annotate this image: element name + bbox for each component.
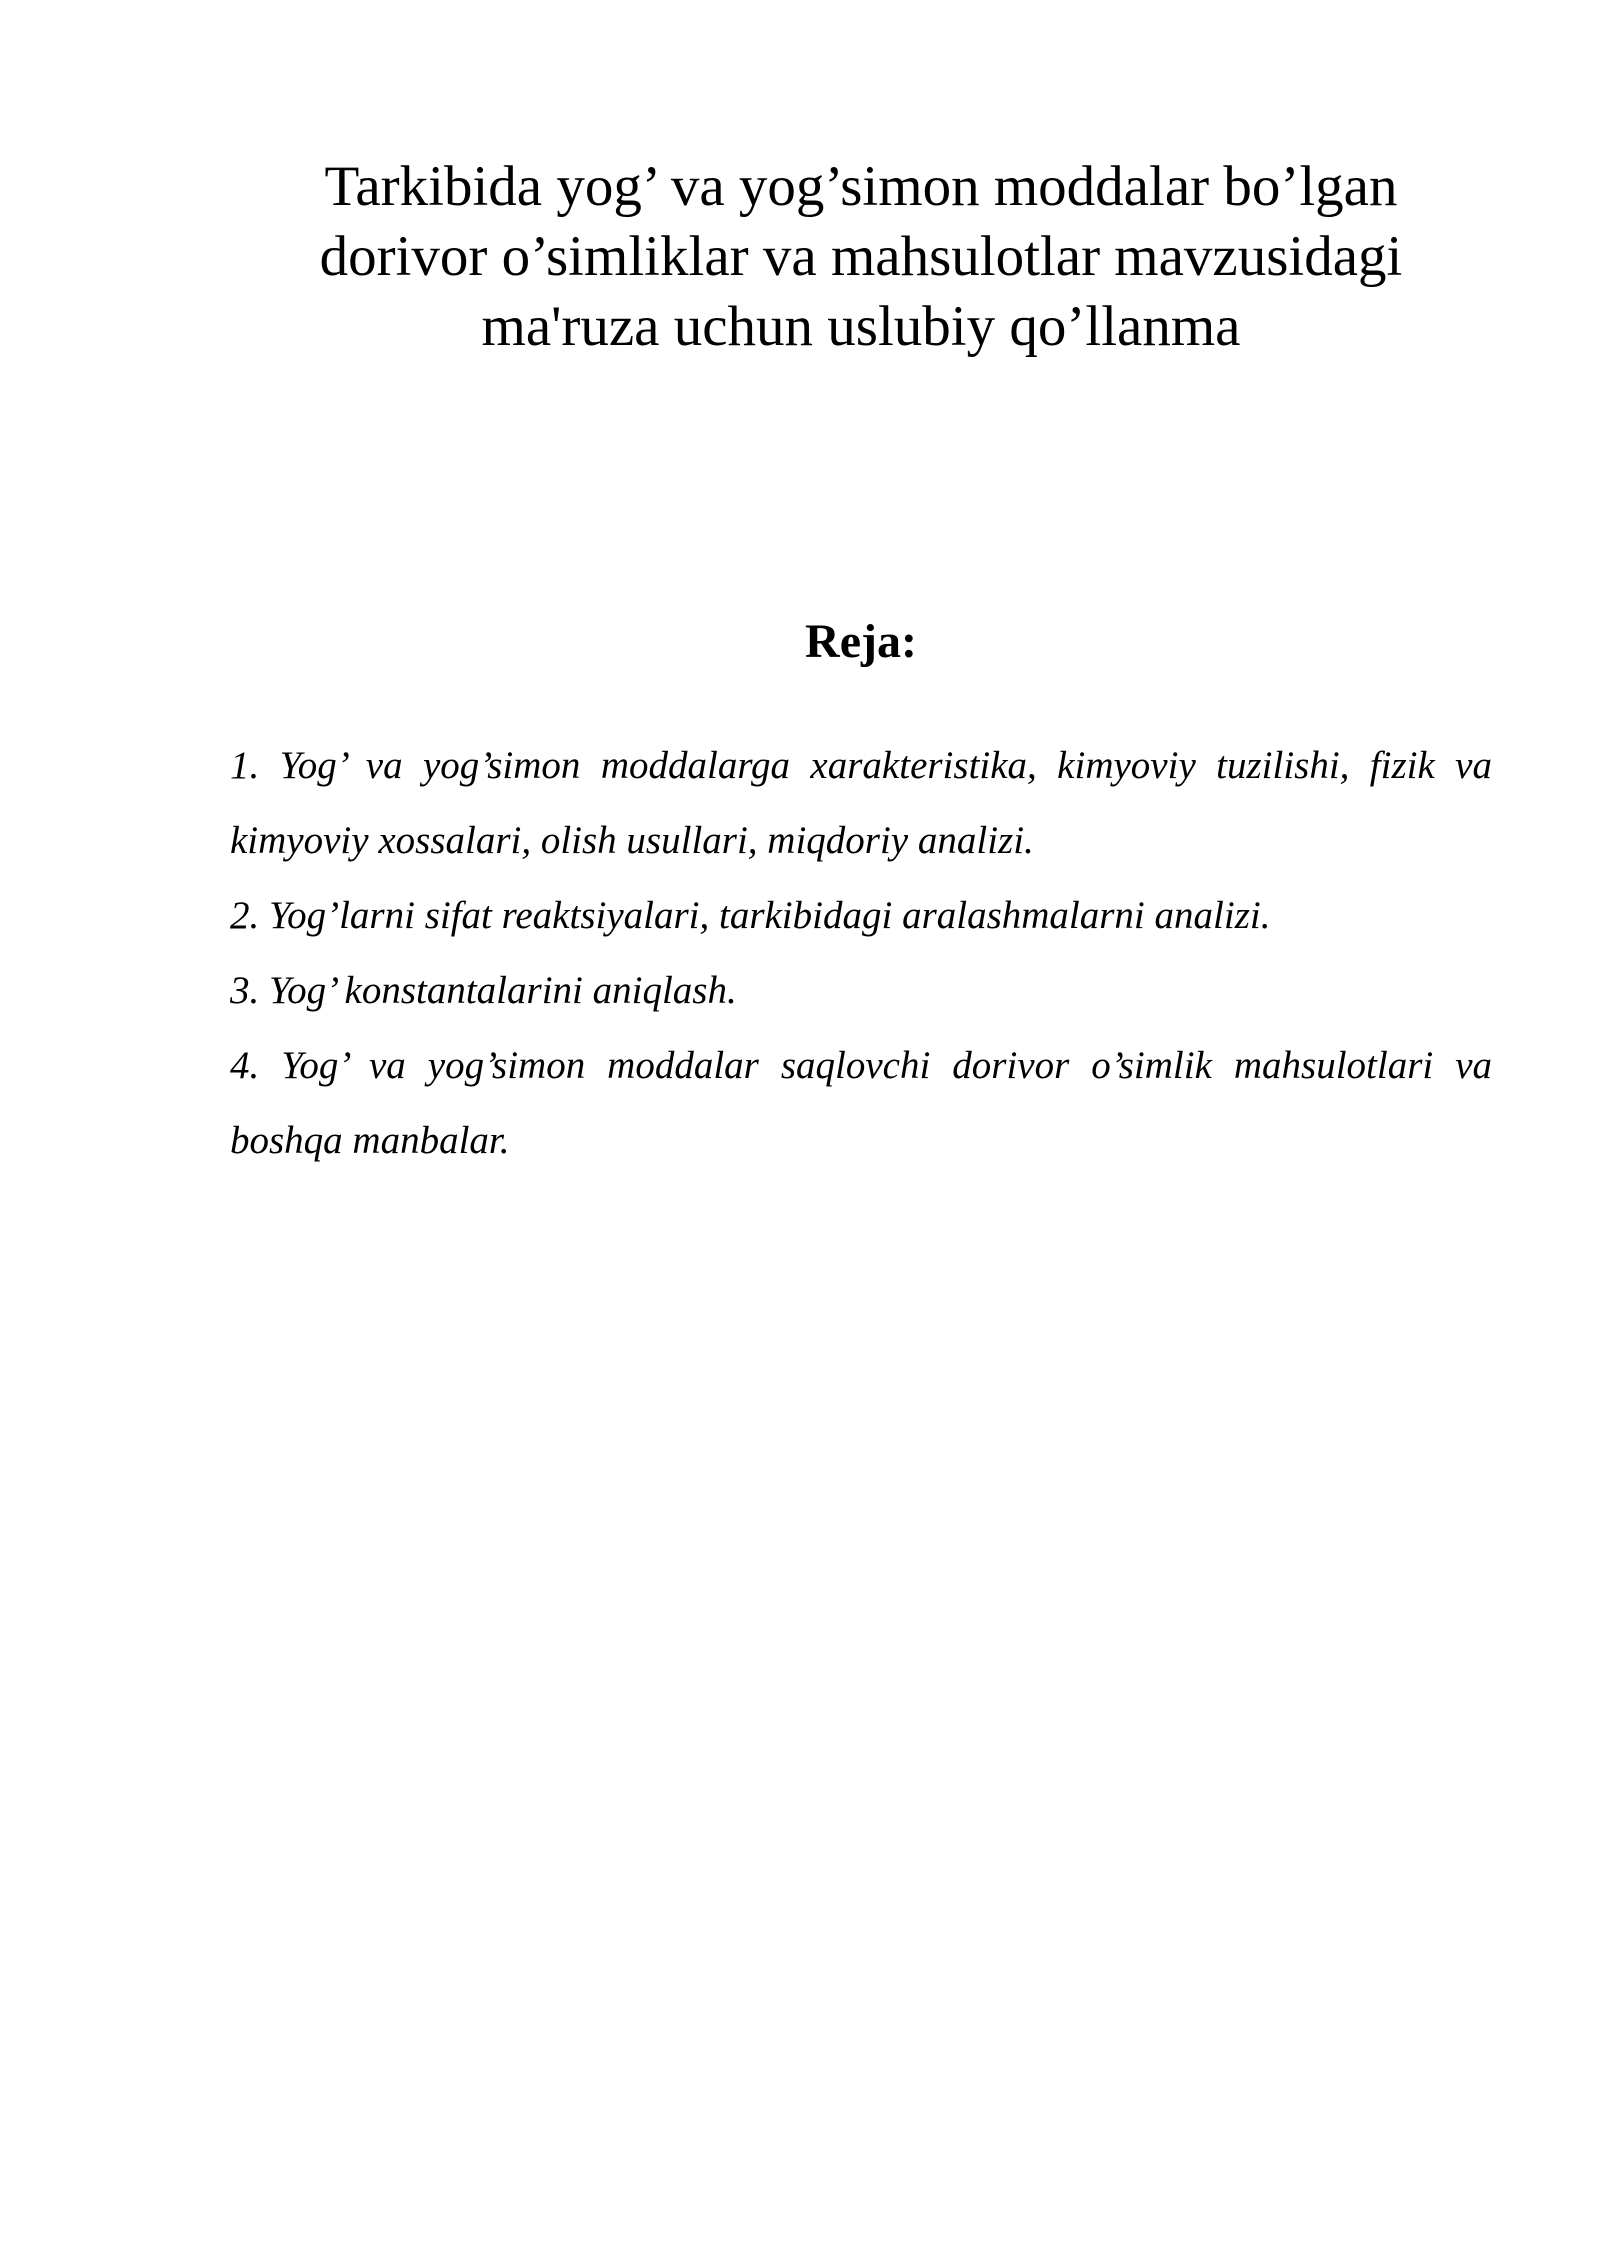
- plan-list: [230, 728, 1492, 1178]
- title-line-3: ma'ruza uchun uslubiy qo’llanma: [481, 295, 1241, 358]
- plan-heading: Reja:: [805, 615, 917, 668]
- plan-item-3: 3. Yog’ konstantalarini aniqlash.: [230, 969, 737, 1012]
- plan-item-1: 1. Yog’ va yog’simon moddalarga xarakteristika, kimyoviy tuzilishi, fizik va kimyoviy xossalari, olish usullari, miqdoriy analizi.: [230, 744, 1492, 862]
- plan-item-2: 2. Yog’larni sifat reaktsiyalari, tarkibidagi aralashmalarni analizi.: [230, 894, 1271, 937]
- document-title: [0, 152, 1600, 362]
- title-line-2: dorivor o’simliklar va mahsulotlar mavzusidagi: [319, 225, 1403, 288]
- title-line-1: Tarkibida yog’ va yog’simon moddalar bo’lgan: [324, 155, 1398, 218]
- plan-item-4: 4. Yog’ va yog’simon moddalar saqlovchi dorivor o’simlik mahsulotlari va boshqa manbalar.: [230, 1044, 1492, 1162]
